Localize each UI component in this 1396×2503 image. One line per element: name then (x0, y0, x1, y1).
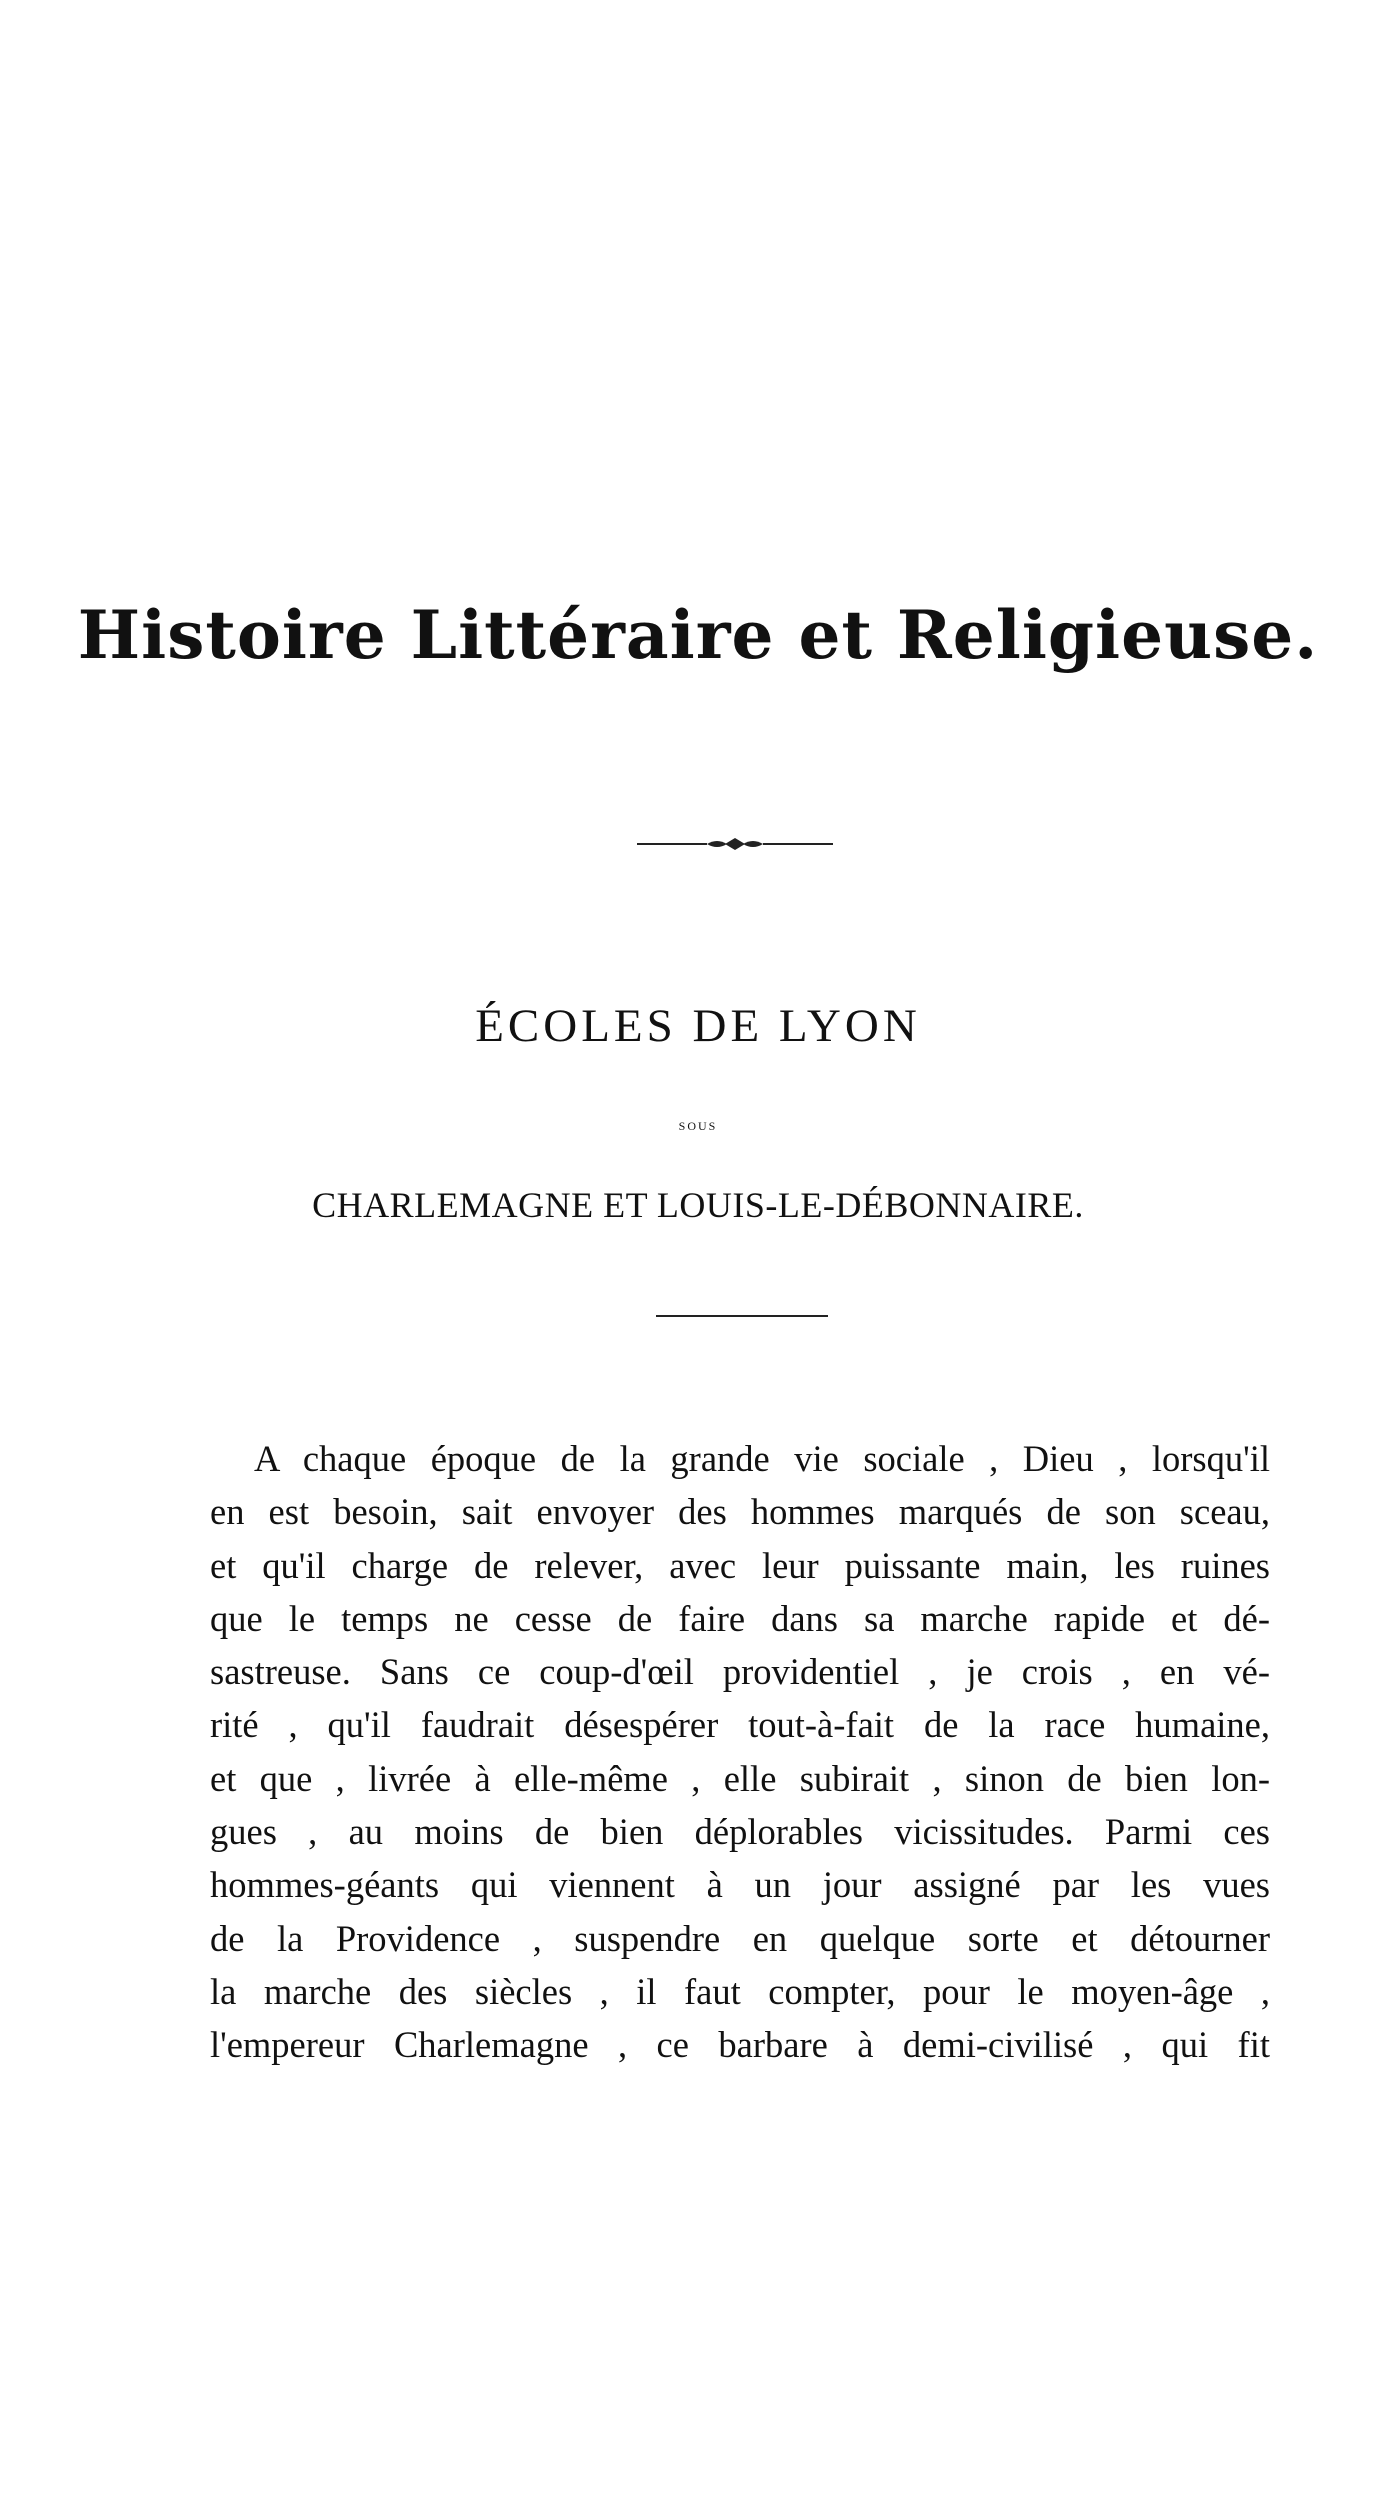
horizontal-rule (656, 1315, 828, 1317)
ornament-divider (637, 832, 833, 856)
text-line: l'empereur Charlemagne , ce barbare à demi-civilisé , qui fit (210, 2024, 1270, 2066)
section-title: Histoire Littéraire et Religieuse. (77, 596, 1319, 674)
text-line: A chaque époque de la grande vie sociale , Dieu , lorsqu'il (254, 1438, 1270, 1479)
text-line: en est besoin, sait envoyer des hommes marqués de son sceau, (210, 1491, 1270, 1533)
text-line: sastreuse. Sans ce coup-d'œil providentiel , je crois , en vé- (210, 1651, 1270, 1693)
article-subtitle: CHARLEMAGNE ET LOUIS-LE-DÉBONNAIRE. (312, 1185, 1084, 1225)
text-line: et que , livrée à elle-même , elle subirait , sinon de bien lon- (210, 1757, 1270, 1799)
text-line: hommes-géants qui viennent à un jour assigné par les vues (210, 1864, 1270, 1906)
text-line: gues , au moins de bien déplorables vicissitudes. Parmi ces (210, 1811, 1270, 1853)
article-connector: sous (678, 1115, 718, 1134)
text-line: et qu'il charge de relever, avec leur puissante main, les ruines (210, 1544, 1270, 1586)
text-line: de la Providence , suspendre en quelque sorte et détourner (210, 1917, 1270, 1959)
body-paragraph (210, 1432, 1270, 2072)
text-line: rité , qu'il faudrait désespérer tout-à-fait de la race humaine, (210, 1704, 1270, 1746)
text-line: la marche des siècles , il faut compter, pour le moyen-âge , (210, 1970, 1270, 2012)
text-line: que le temps ne cesse de faire dans sa marche rapide et dé- (210, 1597, 1270, 1639)
article-title: ÉCOLES DE LYON (475, 1000, 921, 1052)
